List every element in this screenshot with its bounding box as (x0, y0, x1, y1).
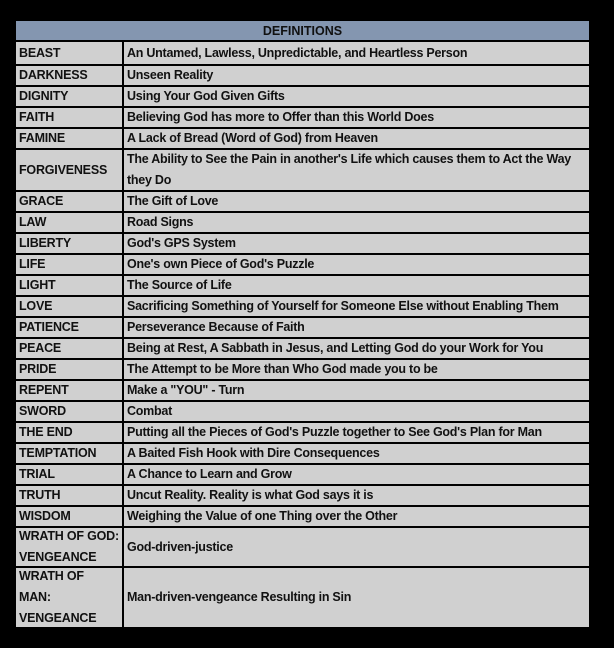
term-cell: BEAST (16, 42, 122, 64)
table-row (16, 108, 589, 127)
term-cell: FAMINE (16, 129, 122, 148)
term-cell: WISDOM (16, 507, 122, 526)
table-row (16, 507, 589, 526)
term-cell: GRACE (16, 192, 122, 211)
term-cell: FORGIVENESS (16, 150, 122, 190)
table-row (16, 423, 589, 442)
definition-cell: The Gift of Love (124, 192, 589, 211)
definition-cell: God's GPS System (124, 234, 589, 253)
definition-cell: Using Your God Given Gifts (124, 87, 589, 106)
definition-cell: Sacrificing Something of Yourself for Someone Else without Enabling Them (124, 297, 589, 316)
table-row (16, 255, 589, 274)
definition-cell: The Source of Life (124, 276, 589, 295)
table-row (16, 66, 589, 85)
definition-cell: Make a "YOU" - Turn (124, 381, 589, 400)
table-row (16, 234, 589, 253)
term-cell: TRIAL (16, 465, 122, 484)
table-row (16, 150, 589, 190)
table-row (16, 318, 589, 337)
table-row (16, 276, 589, 295)
term-cell: TEMPTATION (16, 444, 122, 463)
definition-cell: A Lack of Bread (Word of God) from Heaven (124, 129, 589, 148)
term-cell: FAITH (16, 108, 122, 127)
term-cell: DARKNESS (16, 66, 122, 85)
definition-cell: Weighing the Value of one Thing over the Other (124, 507, 589, 526)
table-row (16, 87, 589, 106)
definition-cell: Unseen Reality (124, 66, 589, 85)
definition-cell: Combat (124, 402, 589, 421)
term-cell: LIFE (16, 255, 122, 274)
term-cell: LAW (16, 213, 122, 232)
definition-cell: Putting all the Pieces of God's Puzzle together to See God's Plan for Man (124, 423, 589, 442)
term-cell: THE END (16, 423, 122, 442)
term-cell: LIGHT (16, 276, 122, 295)
term-cell: WRATH OF GOD: VENGEANCE (16, 528, 122, 566)
definitions-table (16, 21, 589, 629)
term-cell: WRATH OF MAN: VENGEANCE (16, 568, 122, 627)
term-cell: SWORD (16, 402, 122, 421)
table-row (16, 444, 589, 463)
definition-cell: Man-driven-vengeance Resulting in Sin (124, 568, 589, 627)
table-row (16, 568, 589, 627)
table-row (16, 42, 589, 64)
table-row (16, 486, 589, 505)
term-cell: PATIENCE (16, 318, 122, 337)
term-cell: PEACE (16, 339, 122, 358)
definition-cell: Believing God has more to Offer than this World Does (124, 108, 589, 127)
table-row (16, 129, 589, 148)
definition-cell: The Ability to See the Pain in another's Life which causes them to Act the Way they Do (124, 150, 589, 190)
table-row (16, 381, 589, 400)
definition-cell: One's own Piece of God's Puzzle (124, 255, 589, 274)
definition-cell: God-driven-justice (124, 528, 589, 566)
table-header: DEFINITIONS (16, 21, 589, 40)
term-cell: PRIDE (16, 360, 122, 379)
table-row (16, 213, 589, 232)
table-row (16, 192, 589, 211)
term-cell: DIGNITY (16, 87, 122, 106)
table-row (16, 339, 589, 358)
definition-cell: A Baited Fish Hook with Dire Consequences (124, 444, 589, 463)
definition-cell: Being at Rest, A Sabbath in Jesus, and Letting God do your Work for You (124, 339, 589, 358)
table-row (16, 528, 589, 566)
definition-cell: Uncut Reality. Reality is what God says it is (124, 486, 589, 505)
table-row (16, 360, 589, 379)
term-cell: REPENT (16, 381, 122, 400)
term-cell: LOVE (16, 297, 122, 316)
term-cell: TRUTH (16, 486, 122, 505)
table-row (16, 402, 589, 421)
definition-cell: An Untamed, Lawless, Unpredictable, and Heartless Person (124, 42, 589, 64)
table-row (16, 297, 589, 316)
term-cell: LIBERTY (16, 234, 122, 253)
definition-cell: A Chance to Learn and Grow (124, 465, 589, 484)
definition-cell: Perseverance Because of Faith (124, 318, 589, 337)
definition-cell: The Attempt to be More than Who God made you to be (124, 360, 589, 379)
definition-cell: Road Signs (124, 213, 589, 232)
table-row (16, 465, 589, 484)
